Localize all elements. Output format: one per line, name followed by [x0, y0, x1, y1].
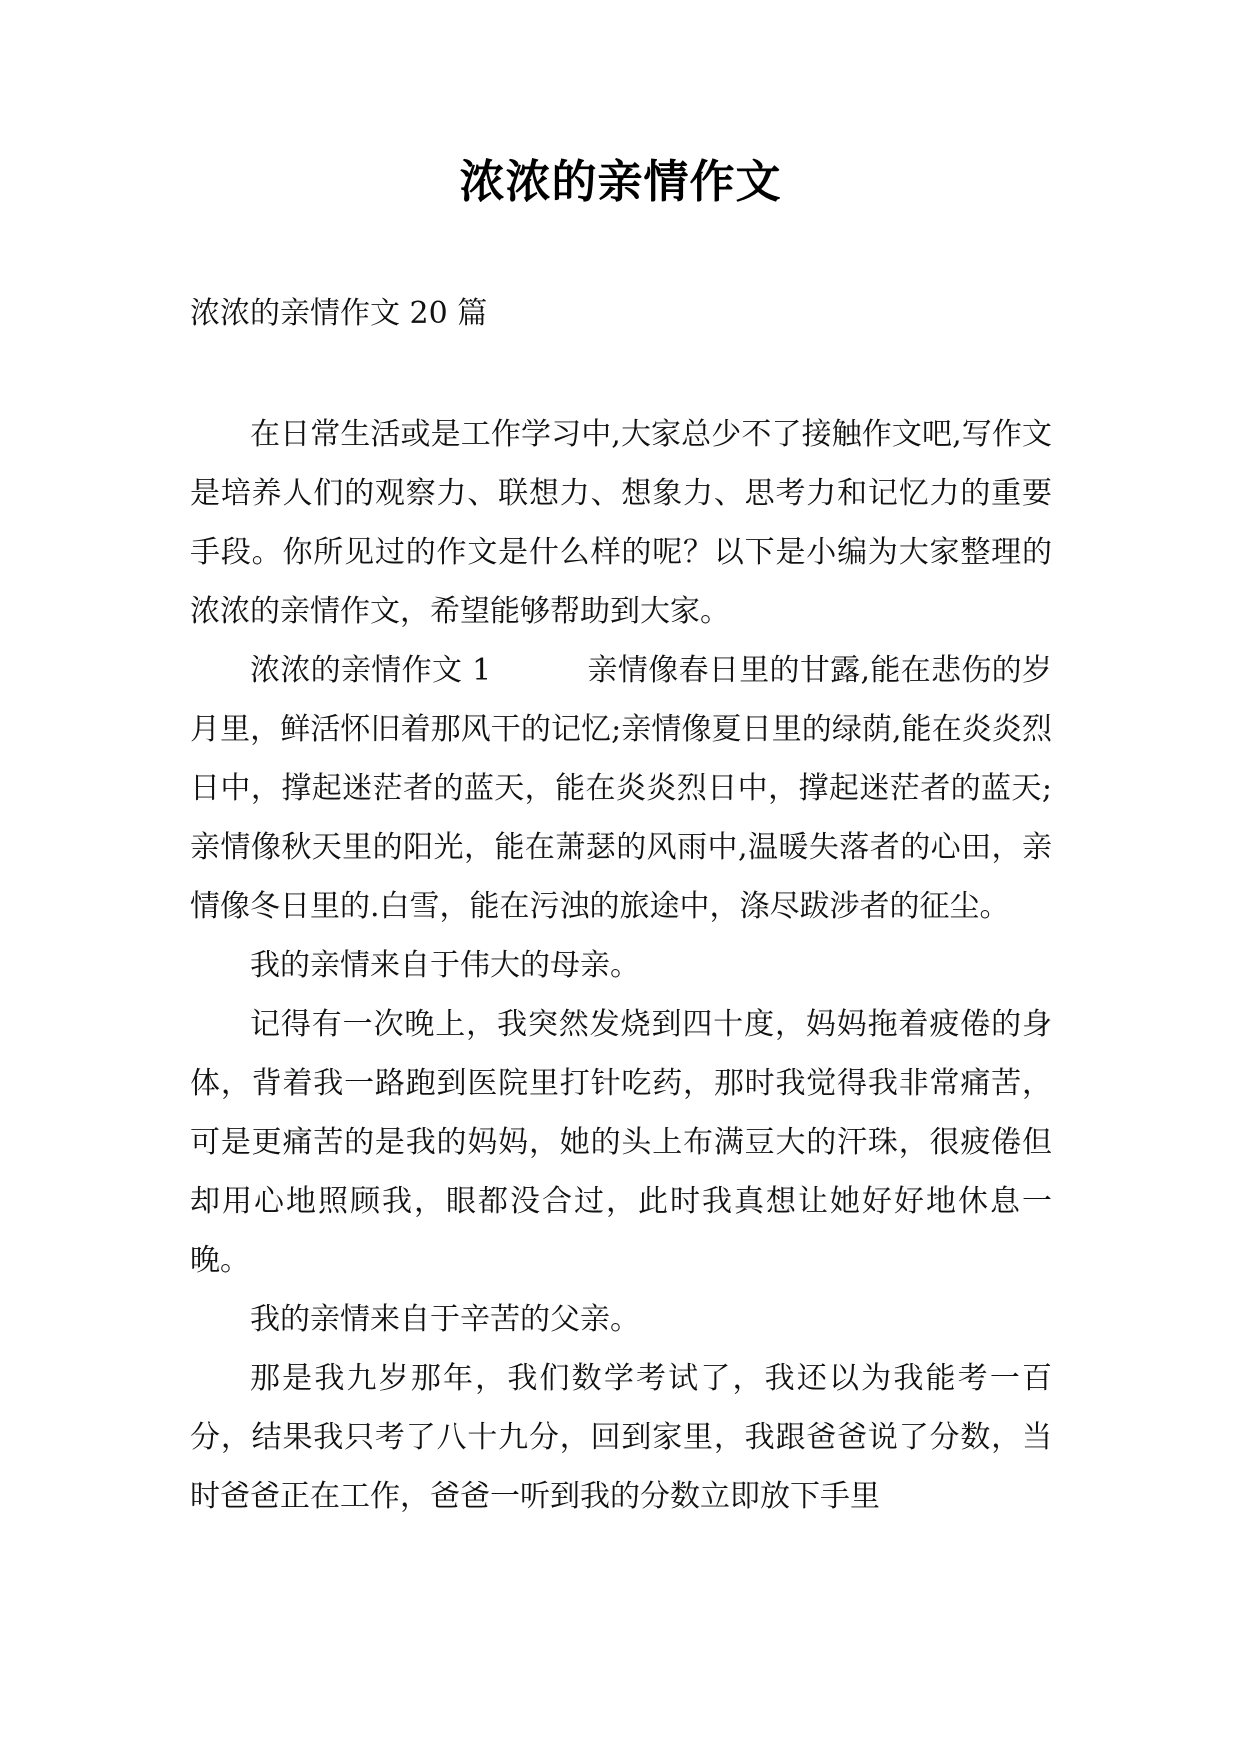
essay-1-paragraph — [190, 641, 1052, 936]
document-subtitle: 浓浓的亲情作文 20 篇 — [190, 296, 488, 331]
father-story-paragraph: 那是我九岁那年，我们数学考试了，我还以为我能考一百分，结果我只考了八十九分，回到家里，我跟爸爸说了分数，当时爸爸正在工作，爸爸一听到我的分数立即放下手里 — [190, 1361, 1052, 1514]
mother-heading-paragraph: 我的亲情来自于伟大的母亲。 — [250, 948, 640, 983]
essay-1-heading: 浓浓的亲情作文 1 — [250, 653, 492, 688]
father-heading-paragraph: 我的亲情来自于辛苦的父亲。 — [250, 1302, 640, 1337]
document-body — [190, 405, 1052, 1526]
essay-1-text: 亲情像春日里的甘露,能在悲伤的岁月里，鲜活怀旧着那风干的记忆;亲情像夏日里的绿荫,能在炎炎烈日中，撑起迷茫者的蓝天，能在炎炎烈日中，撑起迷茫者的蓝天;亲情像秋天里的阳光，能在萧瑟的风雨中,温暖失落者的心田，亲情像冬日里的.白雪，能在污浊的旅途中，涤尽跋涉者的征尘。 — [190, 653, 1052, 924]
document-title: 浓浓的亲情作文 — [459, 155, 782, 208]
intro-paragraph: 在日常生活或是工作学习中,大家总少不了接触作文吧,写作文是培养人们的观察力、联想力、想象力、思考力和记忆力的重要手段。你所见过的作文是什么样的呢？以下是小编为大家整理的浓浓的亲情作文，希望能够帮助到大家。 — [190, 417, 1052, 629]
mother-story-paragraph: 记得有一次晚上，我突然发烧到四十度，妈妈拖着疲倦的身体，背着我一路跑到医院里打针吃药，那时我觉得我非常痛苦，可是更痛苦的是我的妈妈，她的头上布满豆大的汗珠，很疲倦但却用心地照顾我，眼都没合过，此时我真想让她好好地休息一晚。 — [190, 1007, 1052, 1278]
